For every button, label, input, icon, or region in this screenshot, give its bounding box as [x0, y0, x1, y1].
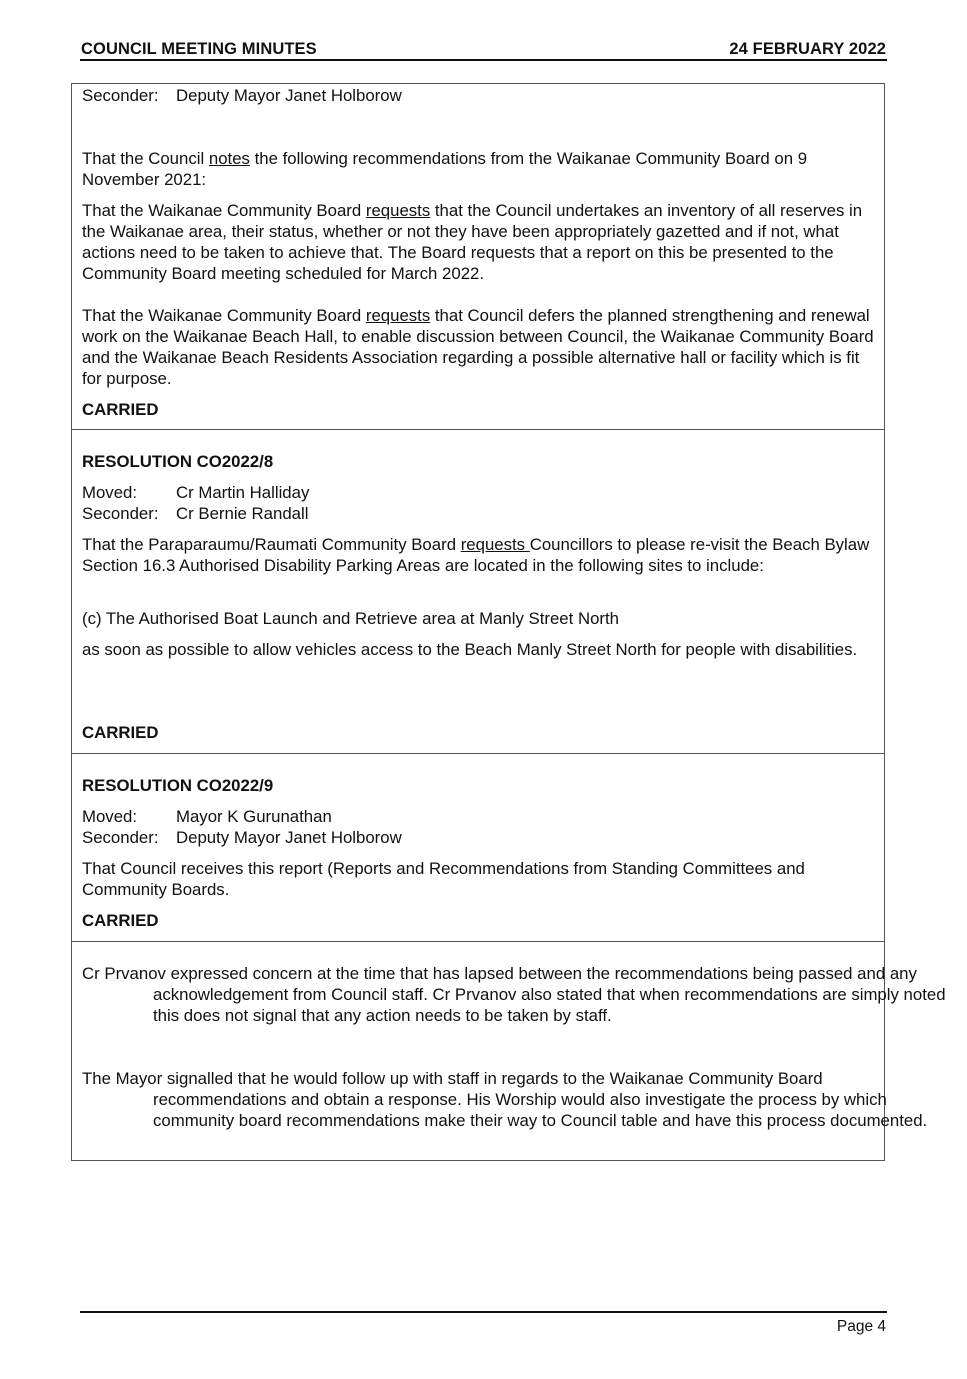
seconder-row — [82, 503, 877, 524]
moved-row — [82, 806, 877, 827]
resolution-title: RESOLUTION CO2022/8 — [82, 452, 274, 471]
moved-label: Moved: — [82, 807, 138, 826]
receives-report-paragraph: That Council receives this report (Reports and Recommendations from Standing Committees and Community Boards. — [82, 859, 805, 899]
carried-label: CARRIED — [82, 400, 159, 419]
resolution-title: RESOLUTION CO2022/9 — [82, 776, 274, 795]
seconder-label: Seconder: — [82, 828, 159, 847]
section-divider — [72, 753, 884, 754]
reserves-inventory-paragraph: That the Waikanae Community Board requests that the Council undertakes an inventory of all reserves in the Waikanae area, their status, whether or not they have been appropriately gazetted and if not, what actions need to be taken to achieve that. The Board requests that a report on this be presented to the Community Board meeting scheduled for March 2022. — [82, 201, 863, 283]
carried-label: CARRIED — [82, 911, 159, 930]
moved-label: Moved: — [82, 483, 138, 502]
bylaw-paragraph: That the Paraparaumu/Raumati Community Board requests Councillors to please re-visit the Beach Bylaw Section 16.3 Authorised Disability Parking Areas are located in the following sites to include: — [82, 535, 870, 575]
meeting-date: 24 FEBRUARY 2022 — [729, 40, 886, 58]
list-item-c: (c) The Authorised Boat Launch and Retrieve area at Manly Street North — [82, 609, 619, 628]
moved-name: Mayor K Gurunathan — [176, 807, 332, 826]
beach-hall-paragraph: That the Waikanae Community Board requests that Council defers the planned strengthening and renewal work on the Waikanae Beach Hall, to enable discussion between Council, the Waikanae Community Board and the Waikanae Beach Residents Association regarding a possible alternative hall or facility which is fit for purpose. — [82, 306, 874, 388]
moved-row — [82, 482, 877, 503]
mayor-paragraph: The Mayor signalled that he would follow up with staff in regards to the Waikanae Community Board recommendations and obtain a response. His Worship would also investigate the process by which community board recommendations make their way to Council table and have this process documented. — [82, 1069, 928, 1130]
page-header — [81, 37, 886, 59]
carried-label: CARRIED — [82, 723, 159, 742]
notes-paragraph: That the Council notes the following recommendations from the Waikanae Community Board on 9 November 2021: — [82, 149, 808, 189]
seconder-label: Seconder: — [82, 86, 159, 105]
seconder-name: Deputy Mayor Janet Holborow — [176, 86, 402, 105]
moved-name: Cr Martin Halliday — [176, 483, 310, 502]
access-paragraph: as soon as possible to allow vehicles access to the Beach Manly Street North for people with disabilities. — [82, 640, 858, 659]
seconder-name: Cr Bernie Randall — [176, 504, 309, 523]
page-number: Page 4 — [836, 1318, 886, 1335]
header-rule — [80, 59, 887, 61]
seconder-row — [82, 827, 877, 848]
seconder-label: Seconder: — [82, 504, 159, 523]
seconder-name: Deputy Mayor Janet Holborow — [176, 828, 402, 847]
section-divider — [72, 429, 884, 430]
minutes-table — [71, 83, 946, 1161]
footer-rule — [80, 1311, 887, 1313]
document-title: COUNCIL MEETING MINUTES — [81, 40, 317, 58]
prvanov-paragraph: Cr Prvanov expressed concern at the time that has lapsed between the recommendations being passed and any acknowledgement from Council staff. Cr Prvanov also stated that when recommendations are simply noted this does not signal that any action needs to be taken by staff. — [82, 964, 946, 1025]
section-divider — [72, 941, 884, 942]
seconder-row — [82, 85, 877, 106]
